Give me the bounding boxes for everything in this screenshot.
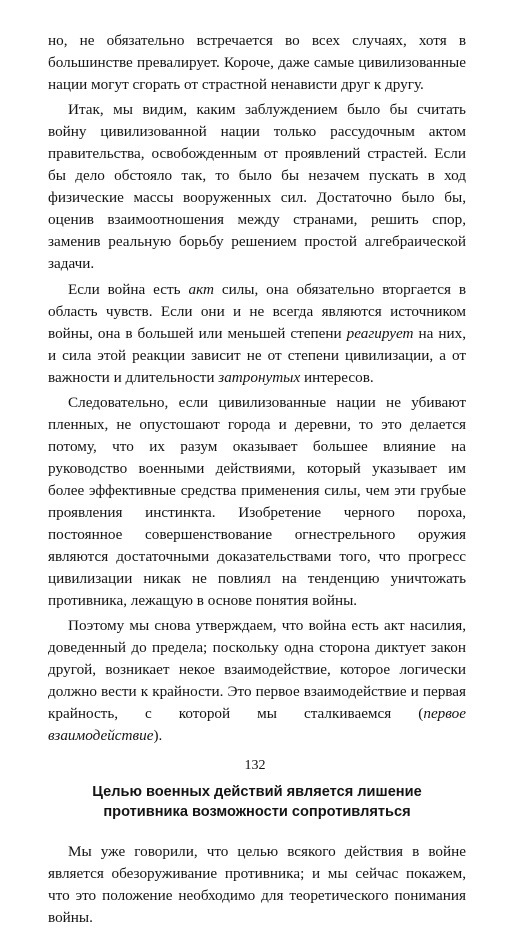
italic-text: первое взаимодействие bbox=[48, 705, 466, 745]
paragraph bbox=[48, 392, 466, 612]
page-body bbox=[48, 30, 466, 929]
text-run: Следовательно, если цивилизованные нации не убивают пленных, не опустошают города и деревни, то это делается потому, что их разум оказывает большее влияние на руководство военными действиями, который указывает им более эффективные средства применения силы, чем эти грубые проявления инстинкта. Изобретение черного пороха, постоянное совершенствование огнестрельного оружия являются достаточными доказательствами того, что прогресс цивилизации никак не повлиял на тенденцию уничтожать противника, лежащую в основе понятия войны. bbox=[48, 393, 466, 610]
section-heading bbox=[48, 782, 466, 822]
page-number: 132 bbox=[244, 758, 266, 773]
text-run: ). bbox=[153, 727, 163, 745]
italic-text: акт bbox=[188, 280, 214, 298]
text-run: на них, и сила этой реакции зависит не от степени цивилизации, а от важности и длительности bbox=[48, 324, 467, 386]
text-run: Если война есть bbox=[68, 280, 189, 298]
text-run: но, не обязательно встречается во всех случаях, хотя в большинстве превалирует. Короче, даже самые цивилизованные нации могут сгорать от страстной ненависти друг к другу. bbox=[48, 32, 466, 94]
italic-text: реагирует bbox=[346, 324, 414, 342]
text-run: интересов. bbox=[300, 368, 374, 386]
paragraph bbox=[48, 279, 466, 389]
paragraph bbox=[48, 615, 466, 747]
text-run: Поэтому мы снова утверждаем, что война есть акт насилия, доведенный до предела; поскольку одна сторона диктует закон другой, возникает некое взаимодействие, которое логически должно вести к крайности. Это первое взаимодействие и первая крайность, с которой мы сталкиваемся ( bbox=[48, 617, 466, 723]
text-run: Итак, мы видим, каким заблуждением было бы считать войну цивилизованной нации только рассудочным актом правительства, освобожденным от проявлений страстей. Если бы дело обстояло так, то было бы незачем пускать в ход физические массы вооруженных сил. Достаточно было бы, оценив взаимоотношения между странами, решить спор, заменив реальную борьбу решением простой алгебраической задачи. bbox=[48, 101, 466, 273]
text-run: силы, она обязательно вторгается в область чувств. Если они и не всегда являются источником войны, она в большей или меньшей степени bbox=[48, 280, 467, 342]
italic-text: затронутых bbox=[218, 368, 301, 386]
section-heading-line-2: противника возможности сопротивляться bbox=[103, 803, 411, 820]
paragraphs-before-heading bbox=[48, 30, 466, 748]
paragraph bbox=[48, 99, 466, 275]
text-run: Мы уже говорили, что целью всякого действия в войне является обезоруживание противника; и мы сейчас покажем, что это положение необходимо для теоретического понимания войны. bbox=[48, 842, 466, 926]
section-heading-line-1: Целью военных действий является лишение bbox=[92, 783, 422, 800]
paragraph bbox=[48, 30, 466, 96]
paragraph bbox=[48, 841, 466, 929]
paragraphs-after-heading bbox=[48, 841, 466, 929]
